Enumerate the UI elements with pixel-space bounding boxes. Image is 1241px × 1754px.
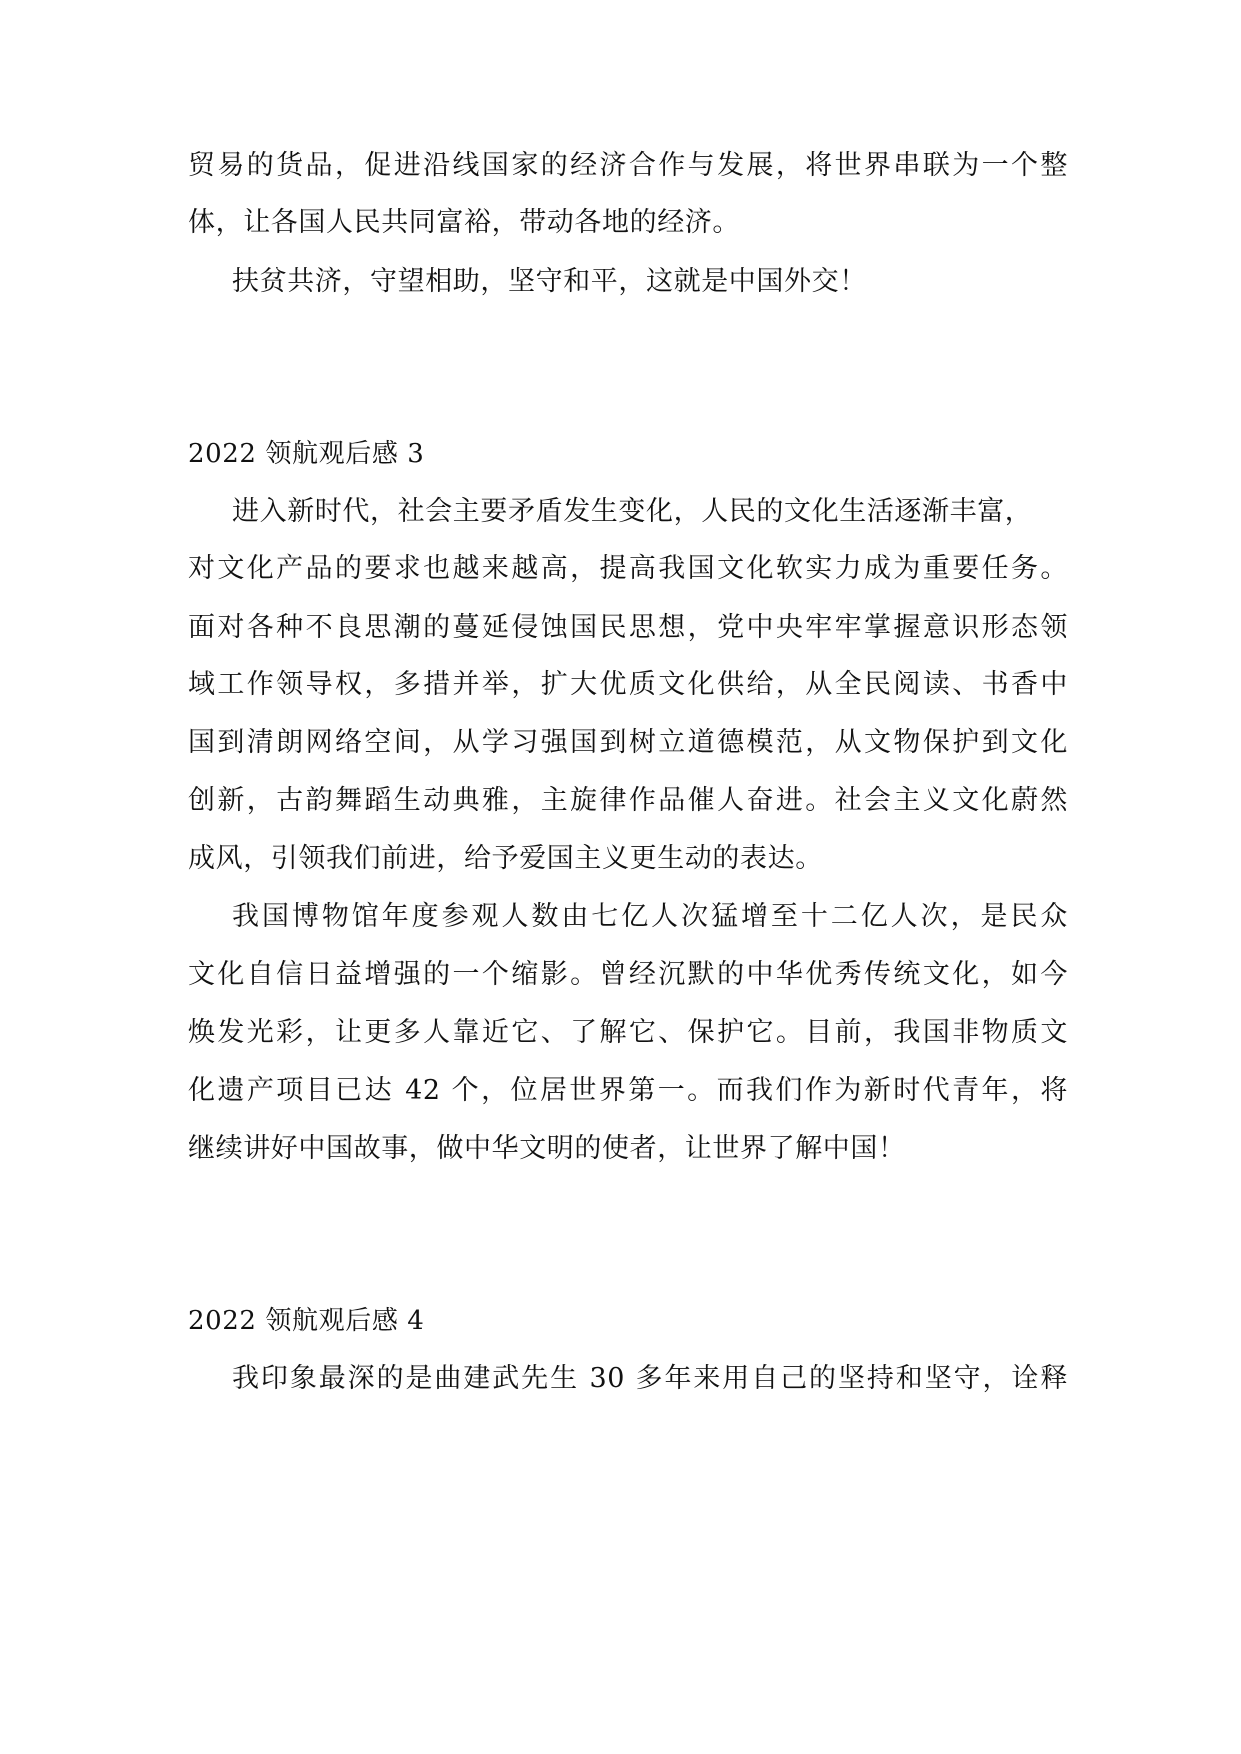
body-text-line: 文化自信日益增强的一个缩影。曾经沉默的中华优秀传统文化，如今 — [188, 959, 1068, 990]
body-text-line: 我印象最深的是曲建武先生 30 多年来用自己的坚持和坚守，诠释 — [232, 1363, 1068, 1394]
body-text-line: 创新，古韵舞蹈生动典雅，主旋律作品催人奋进。社会主义文化蔚然 — [188, 785, 1068, 816]
body-text-line: 成风，引领我们前进，给予爱国主义更生动的表达。 — [188, 843, 823, 874]
body-text-line: 面对各种不良思潮的蔓延侵蚀国民思想，党中央牢牢掌握意识形态领 — [188, 612, 1068, 643]
body-text-line: 域工作领导权，多措并举，扩大优质文化供给，从全民阅读、书香中 — [188, 669, 1068, 700]
body-text-line: 国到清朗网络空间，从学习强国到树立道德模范，从文物保护到文化 — [188, 727, 1068, 758]
body-text-line: 体，让各国人民共同富裕，带动各地的经济。 — [188, 207, 740, 238]
body-text-line: 焕发光彩，让更多人靠近它、了解它、保护它。目前，我国非物质文 — [188, 1017, 1068, 1048]
body-text-line: 进入新时代，社会主要矛盾发生变化，人民的文化生活逐渐丰富， — [232, 496, 1033, 527]
body-text-line: 化遗产项目已达 42 个，位居世界第一。而我们作为新时代青年，将 — [188, 1075, 1068, 1106]
body-text-line: 继续讲好中国故事，做中华文明的使者，让世界了解中国！ — [188, 1133, 906, 1164]
section-heading: 2022 领航观后感 3 — [188, 439, 425, 469]
body-text-line: 扶贫共济，守望相助，坚守和平，这就是中国外交！ — [232, 266, 867, 297]
body-text-line: 我国博物馆年度参观人数由七亿人次猛增至十二亿人次，是民众 — [232, 901, 1068, 932]
section-heading: 2022 领航观后感 4 — [188, 1306, 425, 1336]
body-text-line: 贸易的货品，促进沿线国家的经济合作与发展，将世界串联为一个整 — [188, 150, 1068, 181]
body-text-line: 对文化产品的要求也越来越高，提高我国文化软实力成为重要任务。 — [188, 553, 1068, 584]
